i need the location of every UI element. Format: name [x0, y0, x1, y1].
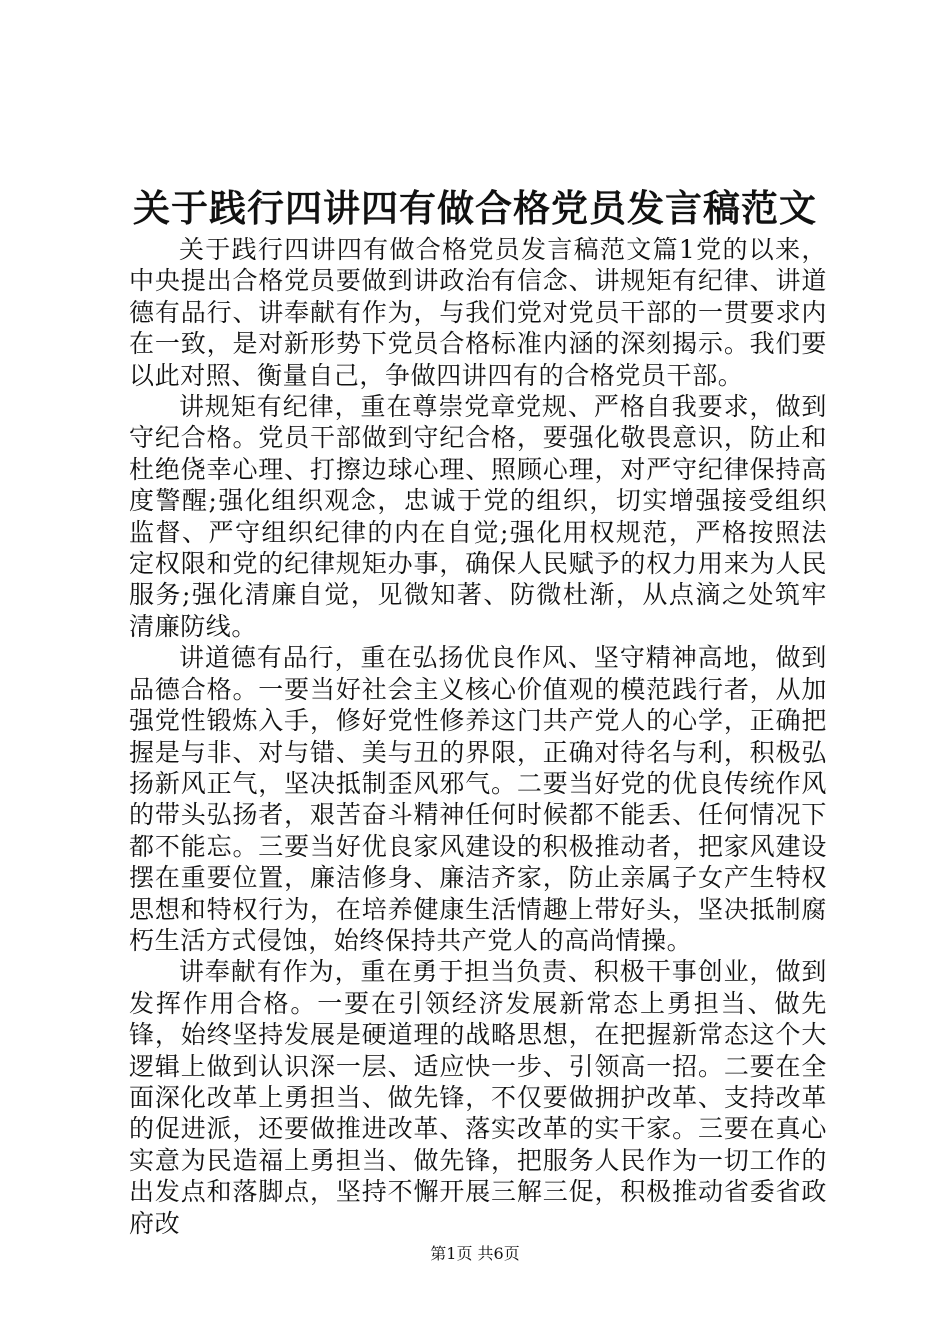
document-title: 关于践行四讲四有做合格党员发言稿范文 [133, 187, 817, 230]
page-number: 第1页 共6页 [430, 1244, 520, 1263]
page-footer [0, 1244, 950, 1264]
paragraph: 讲道德有品行，重在弘扬优良作风、坚守精神高地，做到品德合格。一要当好社会主义核心价值观的模范践行者，从加强党性锻炼入手，修好党性修养这门共产党人的心学，正确把握是与非、对与错、美与丑的界限，正确对待名与利，积极弘扬新风正气，坚决抵制歪风邪气。二要当好党的优良传统作风的带头弘扬者，艰苦奋斗精神任何时候都不能丢、任何情况下都不能忘。三要当好优良家风建设的积极推动者，把家风建设摆在重要位置，廉洁修身、廉洁齐家，防止亲属子女产生特权思想和特权行为，在培养健康生活情趣上带好头，坚决抵制腐朽生活方式侵蚀，始终保持共产党人的高尚情操。 [129, 643, 827, 955]
paragraph: 讲规矩有纪律，重在尊崇党章党规、严格自我要求，做到守纪合格。党员干部做到守纪合格，要强化敬畏意识，防止和杜绝侥幸心理、打擦边球心理、照顾心理，对严守纪律保持高度警醒;强化组织观念，忠诚于党的组织，切实增强接受组织监督、严守组织纪律的内在自觉;强化用权规范，严格按照法定权限和党的纪律规矩办事，确保人民赋予的权力用来为人民服务;强化清廉自觉，见微知著、防微杜渐，从点滴之处筑牢清廉防线。 [129, 392, 827, 641]
document-body [129, 234, 827, 1239]
paragraph: 关于践行四讲四有做合格党员发言稿范文篇1党的以来，中央提出合格党员要做到讲政治有信念、讲规矩有纪律、讲道德有品行、讲奉献有作为，与我们党对党员干部的一贯要求内在一致，是对新形势下党员合格标准内涵的深刻揭示。我们要以此对照、衡量自己，争做四讲四有的合格党员干部。 [129, 235, 827, 390]
paragraph: 讲奉献有作为，重在勇于担当负责、积极干事创业，做到发挥作用合格。一要在引领经济发展新常态上勇担当、做先锋，始终坚持发展是硬道理的战略思想，在把握新常态这个大逻辑上做到认识深一层、适应快一步、引领高一招。二要在全面深化改革上勇担当、做先锋，不仅要做拥护改革、支持改革的促进派，还要做推进改革、落实改革的实干家。三要在真心实意为民造福上勇担当、做先锋，把服务人民作为一切工作的出发点和落脚点，坚持不懈开展三解三促，积极推动省委省政府改 [129, 957, 827, 1238]
